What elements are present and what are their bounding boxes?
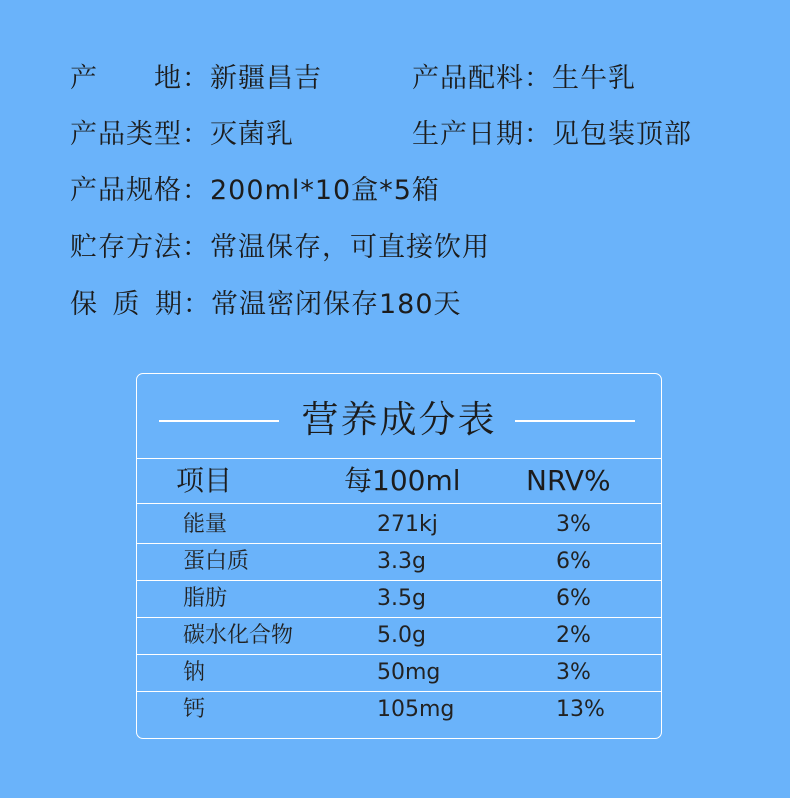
nutrition-title: 营养成分表 (301, 398, 497, 441)
row-item: 蛋白质 (183, 549, 250, 574)
row-per-100ml: 3.3g (377, 549, 426, 574)
row-nrv: 6% (556, 586, 591, 611)
table-row (137, 581, 661, 618)
header-per-100ml: 每100ml (344, 464, 461, 497)
row-per-100ml: 50mg (377, 660, 441, 685)
table-row (137, 692, 661, 729)
row-item: 能量 (183, 512, 228, 537)
row-item: 碳水化合物 (183, 623, 294, 648)
row-nrv: 6% (556, 549, 591, 574)
table-row (137, 507, 661, 544)
row-item: 脂肪 (183, 586, 228, 611)
ingredients-text: 产品配料：生牛乳 (412, 63, 636, 94)
header-nrv: NRV% (526, 464, 611, 497)
row-per-100ml: 271kj (377, 512, 438, 537)
row-per-100ml: 3.5g (377, 586, 426, 611)
table-row (137, 655, 661, 692)
nutrition-table (136, 373, 662, 739)
row-per-100ml: 105mg (377, 697, 455, 722)
header-item: 项目 (176, 464, 233, 497)
production-date-text: 生产日期：见包装顶部 (412, 119, 692, 150)
nutrition-header-row (137, 458, 661, 504)
nutrition-rows (137, 507, 661, 729)
origin-text: 产 地：新疆昌吉 (70, 63, 322, 94)
storage-method-text: 贮存方法：常温保存，可直接饮用 (70, 232, 490, 263)
row-item: 钙 (183, 697, 206, 722)
table-row (137, 544, 661, 581)
row-nrv: 3% (556, 660, 591, 685)
row-nrv: 2% (556, 623, 591, 648)
shelf-life-text: 保 质 期：常温密闭保存180天 (70, 289, 462, 320)
nutrition-title-row (137, 374, 661, 456)
product-info (0, 0, 790, 340)
title-divider-right (515, 420, 635, 422)
row-nrv: 3% (556, 512, 591, 537)
row-per-100ml: 5.0g (377, 623, 426, 648)
product-type-text: 产品类型：灭菌乳 (70, 119, 294, 150)
table-row (137, 618, 661, 655)
specification-text: 产品规格：200ml*10盒*5箱 (70, 175, 440, 206)
row-item: 钠 (183, 660, 206, 685)
row-nrv: 13% (556, 697, 605, 722)
